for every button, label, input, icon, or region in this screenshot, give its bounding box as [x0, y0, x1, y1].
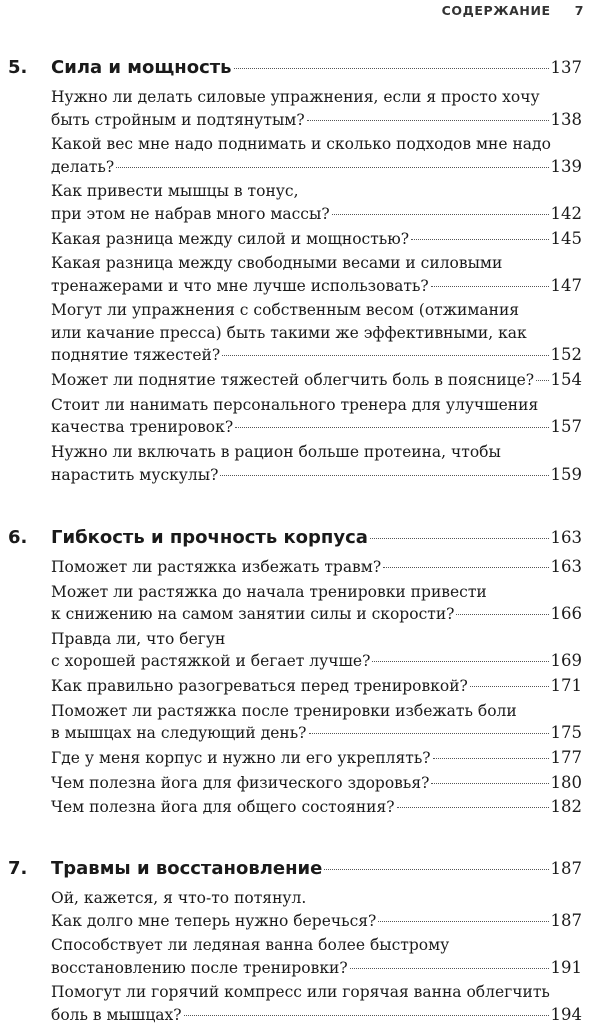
chapter-section — [0, 526, 590, 821]
chapter-title: Травмы и восстановление — [51, 858, 323, 879]
entry-text-line: тренажерами и что мне лучше использовать? — [51, 276, 429, 295]
entry-page-number: 152 — [550, 345, 582, 365]
entry-text-line: Ой, кажется, я что-то потянул. — [51, 889, 307, 907]
entry-page-number: 163 — [550, 557, 582, 576]
toc-entry[interactable] — [0, 628, 590, 673]
entry-last-line — [0, 910, 590, 933]
dot-leader — [309, 733, 549, 734]
dot-leader — [307, 120, 549, 121]
entry-last-line — [0, 369, 590, 392]
entry-last-line — [0, 957, 590, 980]
dot-leader — [470, 686, 549, 687]
chapter-heading[interactable] — [0, 56, 590, 80]
chapter-title: Сила и мощность — [51, 57, 232, 78]
entry-text-line: в мышцах на следующий день? — [51, 724, 307, 743]
entry-text-line: Может ли поднятие тяжестей облегчить боль в пояснице? — [51, 371, 535, 390]
chapter-section — [0, 857, 590, 1029]
entry-text-line: восстановлению после тренировки? — [51, 958, 348, 977]
entry-last-line — [0, 1004, 590, 1027]
entry-page-number: 182 — [550, 797, 582, 817]
entry-page-number: 175 — [550, 723, 582, 743]
chapter-page-number: 163 — [550, 528, 582, 547]
entry-text-line: нарастить мускулы? — [51, 465, 219, 484]
entry-text-line: быть стройным и подтянутым? — [51, 110, 305, 129]
entry-last-line — [0, 747, 590, 770]
dot-leader — [431, 783, 548, 784]
dot-leader — [116, 167, 548, 168]
entry-last-line — [0, 203, 590, 226]
entry-page-number: 159 — [550, 464, 582, 484]
dot-leader — [536, 380, 548, 381]
entry-page-number: 138 — [550, 109, 582, 129]
entry-text-line: качества тренировок? — [51, 418, 234, 437]
question-list — [0, 86, 590, 486]
dot-leader — [383, 567, 548, 568]
entry-text-line: Способствует ли ледяная ванна более быстрому — [51, 936, 450, 955]
entry-page-number: 177 — [550, 747, 582, 767]
entry-text-line: к снижению на самом занятии силы и скорости? — [51, 605, 455, 624]
toc-entry[interactable] — [0, 133, 590, 178]
entry-last-line — [0, 156, 590, 179]
entry-page-number: 147 — [550, 275, 582, 295]
entry-last-line — [0, 344, 590, 367]
dot-leader — [235, 427, 548, 428]
entry-text-line: Нужно ли делать силовые упражнения, если я просто хочу — [51, 88, 540, 106]
entry-text-line: с хорошей растяжкой и бегает лучше? — [51, 652, 371, 671]
entry-text-line: при этом не набрав много массы? — [51, 204, 330, 223]
entry-page-number: 180 — [550, 772, 582, 792]
entry-last-line — [0, 722, 590, 745]
entry-page-number: 142 — [550, 203, 582, 223]
entry-last-line — [0, 464, 590, 487]
entry-text-line: Может ли растяжка до начала тренировки привести — [51, 582, 487, 601]
entry-page-number: 157 — [550, 417, 582, 437]
entry-last-line — [0, 796, 590, 819]
dot-leader — [222, 355, 548, 356]
toc-entry[interactable] — [0, 252, 590, 297]
toc-entry[interactable] — [0, 394, 590, 439]
dot-leader — [220, 475, 548, 476]
toc-entry[interactable] — [0, 556, 590, 579]
entry-page-number: 171 — [550, 676, 582, 696]
question-list — [0, 556, 590, 819]
toc-entry[interactable] — [0, 581, 590, 626]
entry-text-line: Какая разница между силой и мощностью? — [51, 229, 410, 248]
dot-leader — [184, 1015, 549, 1016]
dot-leader — [397, 807, 549, 808]
entry-last-line — [0, 109, 590, 132]
entry-last-line — [0, 275, 590, 298]
dot-leader — [433, 758, 549, 759]
chapter-number: 7. — [8, 858, 28, 879]
toc-entry[interactable] — [0, 887, 590, 932]
entry-text-line: делать? — [51, 157, 115, 176]
entry-text-line: Какой вес мне надо поднимать и сколько подходов мне надо — [51, 135, 551, 154]
toc-entry[interactable] — [0, 86, 590, 131]
dot-leader — [456, 614, 548, 615]
entry-text-line: Как долго мне теперь нужно беречься? — [51, 911, 377, 930]
entry-text-line: или качание пресса) быть такими же эффективными, как — [51, 323, 527, 342]
entry-page-number: 139 — [550, 156, 582, 176]
dot-leader — [234, 68, 549, 69]
entry-page-number: 187 — [550, 910, 582, 930]
running-header-section: СОДЕРЖАНИЕ — [441, 2, 551, 18]
dot-leader — [324, 869, 548, 870]
toc-entry[interactable] — [0, 700, 590, 745]
toc-entry[interactable] — [0, 796, 590, 819]
chapter-heading[interactable] — [0, 526, 590, 550]
entry-last-line — [0, 650, 590, 673]
entry-text-line: поднятие тяжестей? — [51, 346, 221, 365]
toc-entry[interactable] — [0, 981, 590, 1026]
toc-entry[interactable] — [0, 369, 590, 392]
chapter-heading-line — [51, 857, 582, 881]
chapter-number: 5. — [8, 57, 28, 78]
entry-text-line: Чем полезна йога для физического здоровья? — [51, 773, 430, 792]
entry-last-line — [0, 556, 590, 579]
entry-text-line: боль в мышцах? — [51, 1005, 182, 1024]
entry-last-line — [0, 772, 590, 795]
toc-entry[interactable] — [0, 228, 590, 251]
question-list — [0, 887, 590, 1026]
dot-leader — [372, 661, 548, 662]
entry-page-number: 191 — [550, 957, 582, 977]
chapter-heading[interactable] — [0, 857, 590, 881]
entry-text-line: Правда ли, что бегун — [51, 629, 226, 648]
entry-last-line — [0, 603, 590, 626]
dot-leader — [411, 239, 548, 240]
entry-text-line: Как привести мышцы в тонус, — [51, 182, 299, 201]
entry-last-line — [0, 675, 590, 698]
entry-text-line: Стоит ли нанимать персонального тренера для улучшения — [51, 395, 539, 414]
toc-entry[interactable] — [0, 180, 590, 225]
chapter-section — [0, 56, 590, 488]
entry-text-line: Чем полезна йога для общего состояния? — [51, 798, 395, 817]
toc-entry[interactable] — [0, 441, 590, 486]
toc-entry[interactable] — [0, 747, 590, 770]
dot-leader — [431, 286, 549, 287]
toc-entry[interactable] — [0, 772, 590, 795]
toc-entry[interactable] — [0, 299, 590, 367]
entry-text-line: Поможет ли растяжка после тренировки избежать боли — [51, 701, 517, 720]
toc-entry[interactable] — [0, 934, 590, 979]
entry-text-line: Как правильно разогреваться перед тренировкой? — [51, 677, 468, 696]
dot-leader — [378, 921, 548, 922]
entry-page-number: 154 — [550, 370, 582, 390]
entry-last-line — [0, 228, 590, 251]
running-header-page-number: 7 — [574, 2, 584, 18]
entry-page-number: 194 — [550, 1004, 582, 1024]
dot-leader — [370, 538, 549, 539]
entry-last-line — [0, 416, 590, 439]
entry-page-number: 145 — [550, 228, 582, 248]
toc-entry[interactable] — [0, 675, 590, 698]
entry-page-number: 166 — [550, 604, 582, 624]
entry-text-line: Где у меня корпус и нужно ли его укреплять? — [51, 748, 431, 767]
running-header — [442, 0, 584, 20]
dot-leader — [350, 968, 549, 969]
chapter-title: Гибкость и прочность корпуса — [51, 527, 368, 548]
entry-page-number: 169 — [550, 651, 582, 671]
entry-text-line: Помогут ли горячий компресс или горячая ванна облегчить — [51, 983, 550, 1002]
chapter-page-number: 137 — [550, 58, 582, 77]
entry-text-line: Поможет ли растяжка избежать травм? — [51, 558, 382, 576]
chapter-number: 6. — [8, 527, 28, 548]
chapter-heading-line — [51, 526, 582, 550]
entry-text-line: Нужно ли включать в рацион больше протеина, чтобы — [51, 443, 501, 461]
dot-leader — [332, 214, 549, 215]
chapter-page-number: 187 — [550, 859, 582, 878]
entry-text-line: Какая разница между свободными весами и силовыми — [51, 254, 503, 273]
chapter-heading-line — [51, 56, 582, 80]
entry-text-line: Могут ли упражнения с собственным весом (отжимания — [51, 301, 520, 320]
